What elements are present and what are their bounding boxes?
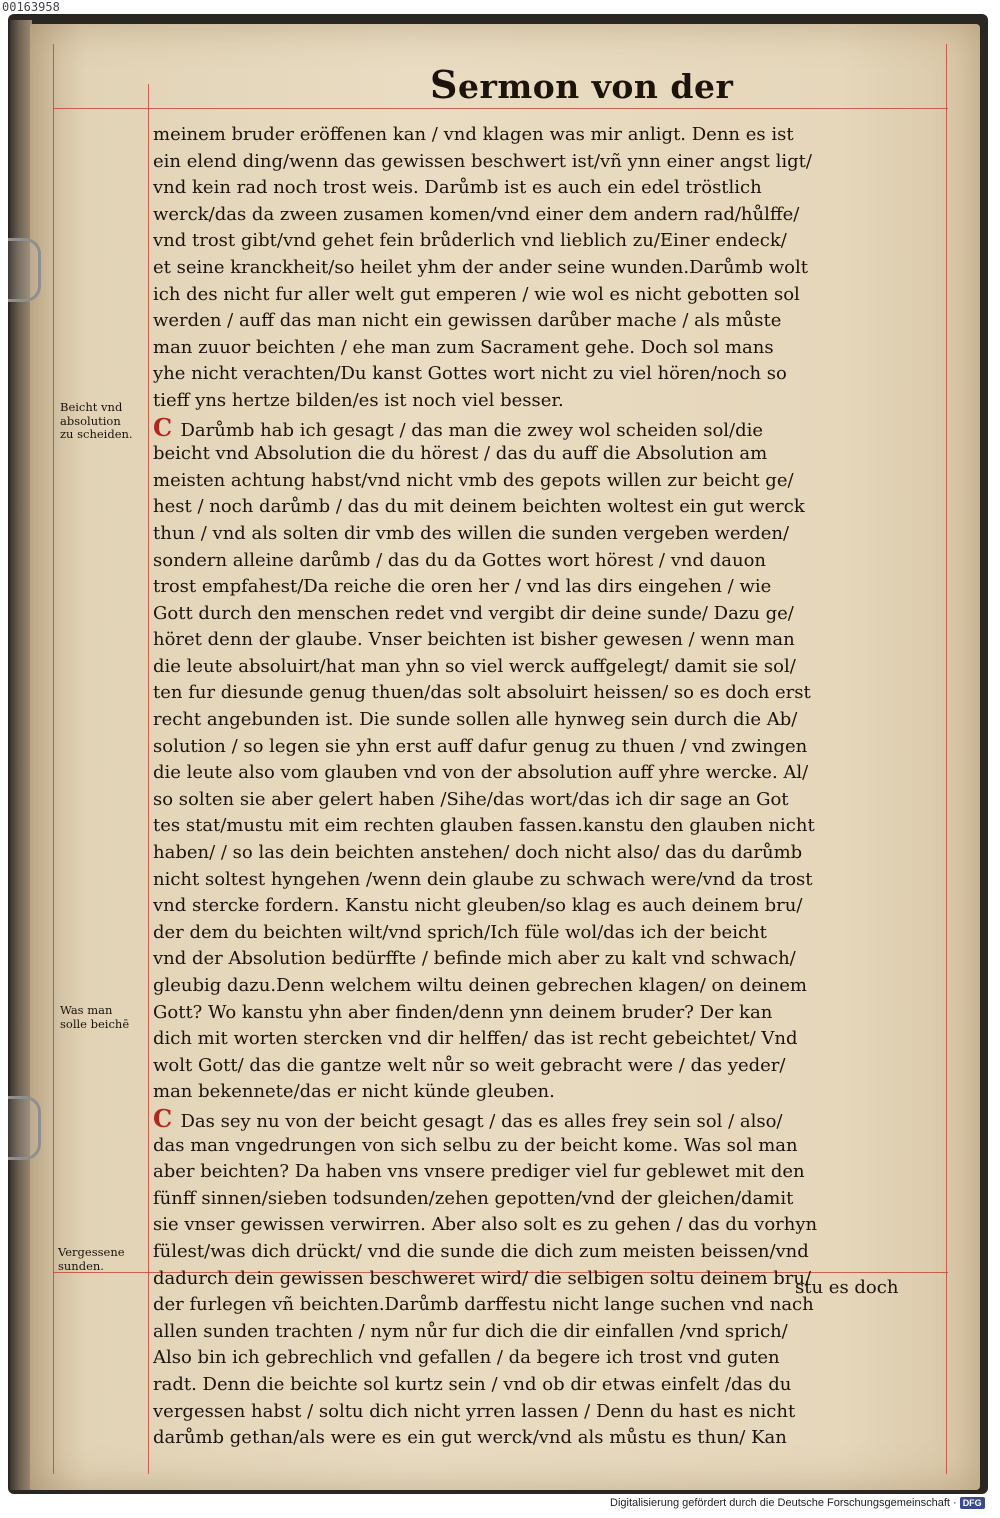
text-line: dich mit worten stercken vnd dir helffen/ das ist recht gebeichtet/ Vnd [153, 1028, 798, 1050]
text-line: nicht soltest hyngehen /wenn dein glaube zu schwach were/vnd da trost [153, 868, 813, 890]
text-line: darůmb gethan/als were es ein gut werck/vnd als můstu es thun/ Kan [153, 1427, 787, 1449]
ruling-line-left-outer [53, 44, 54, 1474]
running-header [430, 62, 734, 107]
text-line: der dem du beichten wilt/vnd sprich/Ich füle wol/das ich der beicht [153, 921, 767, 943]
text-line: thun / vnd als solten dir vmb des willen die sunden vergeben werden/ [153, 522, 790, 544]
text-line: hest / noch darůmb / das du mit deinem beichten woltest ein gut werck [153, 496, 805, 518]
header-initial: S [430, 62, 458, 107]
text-line: wolt Gott/ das die gantze welt nůr so weit gebracht were / das yeder/ [153, 1054, 786, 1076]
text-line: das man vngedrungen von sich selbu zu der beicht kome. Was sol man [153, 1134, 798, 1156]
text-line: vnd der Absolution bedürffte / befinde mich aber zu kalt vnd schwach/ [153, 948, 796, 970]
text-line: vnd trost gibt/vnd gehet fein brůderlich vnd lieblich zu/Einer endeck/ [153, 230, 787, 252]
text-line: ich des nicht fur aller welt gut emperen / wie wol es nicht gebotten sol [153, 283, 800, 305]
text-line: werden / auff das man nicht ein gewissen darůber mache / als můste [153, 310, 782, 332]
margin-note-2: Was man solle beichē [60, 1003, 130, 1031]
text-line: meisten achtung habst/vnd nicht vmb des gepots willen zur beicht ge/ [153, 469, 794, 491]
body-text [153, 122, 873, 1452]
paragraph-start: C Darůmb hab ich gesagt / das man die zwey wol scheiden sol/die [153, 414, 764, 442]
text-line: sondern alleine darůmb / das du da Gottes wort hörest / vnd dauon [153, 549, 767, 571]
text-line: et seine kranckheit/so heilet yhm der ander seine wunden.Darůmb wolt [153, 256, 808, 278]
text-line: allen sunden trachten / nym nůr fur dich die dir einfallen /vnd sprich/ [153, 1320, 788, 1342]
text-line: vnd kein rad noch trost weis. Darůmb ist es auch ein edel tröstlich [153, 177, 762, 199]
paragraph-start: C Das sey nu von der beicht gesagt / das es alles frey sein sol / also/ [153, 1105, 783, 1133]
text-line: tieff yns hertze bilden/es ist noch viel besser. [153, 389, 564, 411]
text-line: der furlegen vñ beichten.Darůmb darffestu nicht lange suchen vnd nach [153, 1294, 814, 1316]
text-line: man bekennete/das er nicht künde gleuben. [153, 1081, 555, 1103]
text-line: haben/ / so las dein beichten anstehen/ doch nicht also/ das du darůmb [153, 842, 803, 864]
text-line: sie vnser gewissen verwirren. Aber also solt es zu gehen / das du vorhyn [153, 1214, 818, 1236]
text-line: fülest/was dich drückt/ vnd die sunde die dich zum meisten beissen/vnd [153, 1240, 809, 1262]
text-line: die leute absoluirt/hat man yhn so viel werck auffgelegt/ damit sie sol/ [153, 655, 796, 677]
text-line: Gott? Wo kanstu yhn aber finden/denn ynn deinem bruder? Der kan [153, 1001, 773, 1023]
text-line: trost empfahest/Da reiche die oren her / vnd las dirs eingehen / wie [153, 576, 772, 598]
paragraph-mark-icon: C [153, 414, 181, 442]
text-line: gleubig dazu.Denn welchem wiltu deinen gebrechen klagen/ on deinem [153, 975, 807, 996]
text-line: höret denn der glaube. Vnser beichten ist bisher gewesen / wenn man [153, 629, 795, 651]
scan-id-stamp: 00163958 [2, 0, 60, 14]
text-line: tes stat/mustu mit eim rechten glauben fassen.kanstu den glauben nicht [153, 815, 815, 837]
text-line: aber beichten? Da haben vns vnsere prediger viel fur geblewet mit den [153, 1161, 805, 1183]
paragraph-mark-icon: C [153, 1105, 181, 1133]
text-line: solution / so legen sie yhn erst auff dafur genug zu thuen / vnd zwingen [153, 735, 808, 757]
text-line: yhe nicht verachten/Du kanst Gottes wort nicht zu viel hören/noch so [153, 363, 787, 385]
text-line: so solten sie aber gelert haben /Sihe/das wort/das ich dir sage an Got [153, 788, 789, 810]
ruling-line-top [53, 108, 948, 109]
text-line: Gott durch den menschen redet vnd vergibt dir deine sunde/ Dazu ge/ [153, 602, 794, 624]
footer-text: Digitalisierung gefördert durch die Deutsche Forschungsgemeinschaft · [610, 1497, 957, 1509]
dfg-logo: DFG [960, 1497, 985, 1509]
footer-credit [610, 1497, 990, 1509]
text-line: recht angebunden ist. Die sunde sollen alle hynweg sein durch die Ab/ [153, 709, 798, 731]
text-line: beicht vnd Absolution die du hörest / das du auff die Absolution am [153, 443, 768, 465]
text-line: vnd stercke fordern. Kanstu nicht gleuben/so klag es auch deinem bru/ [153, 895, 803, 917]
binder-clip-bottom [8, 1096, 41, 1160]
text-line: Also bin ich gebrechlich vnd gefallen / da begere ich trost vnd guten [153, 1347, 780, 1369]
text-line: ten fur diesunde genug thuen/das solt absoluirt heissen/ so es doch erst [153, 682, 811, 704]
catchword: stu es doch [795, 1277, 899, 1298]
text-line: ein elend ding/wenn das gewissen beschwert ist/vñ ynn einer angst ligt/ [153, 150, 812, 172]
binder-clip-top [8, 238, 41, 302]
ruling-line-right [946, 44, 947, 1474]
text-line: die leute also vom glauben vnd von der absolution auff yhre wercke. Al/ [153, 762, 809, 784]
text-line: fünff sinnen/sieben todsunden/zehen gepotten/vnd der gleichen/damit [153, 1187, 794, 1209]
text-line: werck/das da zween zusamen komen/vnd einer dem andern rad/hůlffe/ [153, 203, 800, 225]
text-line: man zuuor beichten / ehe man zum Sacrament gehe. Doch sol mans [153, 336, 774, 358]
text-line: vergessen habst / soltu dich nicht yrren lassen / Denn du hast es nicht [153, 1400, 796, 1422]
margin-note-3: Vergessene sunden. [58, 1245, 125, 1273]
text-line: dadurch dein gewissen beschweret wird/ die selbigen soltu deinem bru/ [153, 1267, 812, 1289]
text-line: radt. Denn die beichte sol kurtz sein / vnd ob dir etwas einfelt /das du [153, 1373, 792, 1395]
text-line: meinem bruder eröffenen kan / vnd klagen was mir anligt. Denn es ist [153, 124, 794, 145]
margin-note-1: Beicht vnd absolution zu scheiden. [60, 400, 133, 441]
header-title-text: ermon von der [457, 67, 734, 106]
ruling-line-left-inner [148, 84, 149, 1474]
